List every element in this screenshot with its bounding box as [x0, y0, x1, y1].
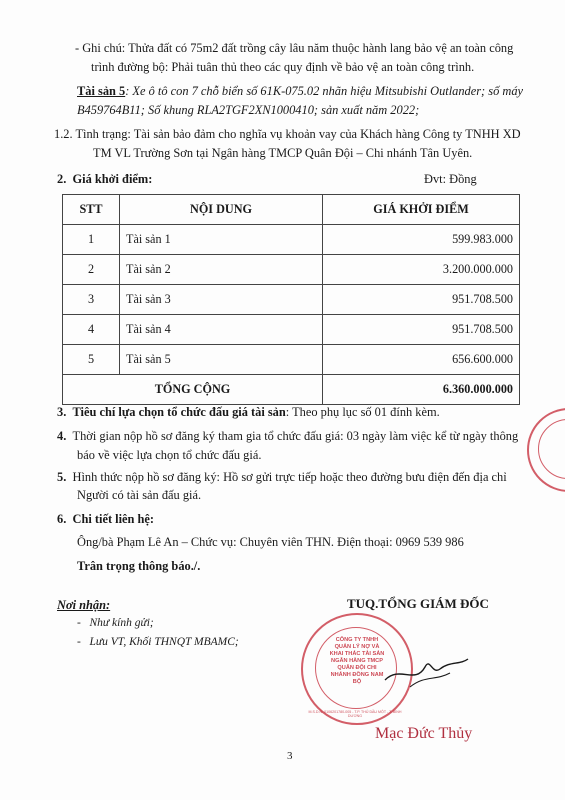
row-stt: 1: [63, 225, 120, 255]
section6-heading: [57, 512, 154, 527]
row-name: Tài sản 4: [120, 315, 323, 345]
row-name: Tài sản 1: [120, 225, 323, 255]
table-header-row: [63, 195, 520, 225]
table-total-row: [63, 375, 520, 405]
table-row: [63, 315, 520, 345]
recipients-title: Nơi nhận:: [57, 598, 111, 612]
header-stt: STT: [63, 195, 120, 225]
note-line-2: trình đường bộ: Phải tuân thủ theo các quy định về bảo vệ an toàn công trình.: [91, 60, 475, 74]
recipient-item: [77, 617, 154, 629]
note-line-1: - Ghi chú: Thửa đất có 75m2 đất trồng cây lâu năm thuộc hành lang bảo vệ an toàn công: [75, 41, 514, 55]
recipient-item: [77, 636, 239, 648]
row-price: 656.600.000: [323, 345, 520, 375]
row-name: Tài sản 3: [120, 285, 323, 315]
section5-number: 5.: [57, 470, 67, 484]
page-number: 3: [287, 750, 293, 762]
recipient-text: Như kính gửi;: [89, 617, 154, 629]
side-seal: [527, 408, 565, 492]
section2-title: Giá khởi điểm:: [72, 172, 153, 186]
asset5-desc-line-1: [77, 84, 523, 99]
section3-text: : Theo phụ lục số 01 đính kèm.: [285, 405, 440, 419]
table-row: [63, 225, 520, 255]
signer-name: Mạc Đức Thủy: [375, 725, 473, 742]
header-price: GIÁ KHỞI ĐIỂM: [323, 195, 520, 225]
section4-number: 4.: [57, 429, 67, 443]
section5-line-1: [57, 470, 507, 485]
total-value: 6.360.000.000: [323, 375, 520, 405]
total-label: TỔNG CỘNG: [63, 375, 323, 405]
asset5-label: Tài sản 5: [77, 84, 126, 98]
row-price: 951.708.500: [323, 285, 520, 315]
asset5-desc: : Xe ô tô con 7 chỗ biển số 61K-075.02 nhãn hiệu Mitsubishi Outlander; số máy: [125, 84, 524, 98]
status-line-1: 1.2. Tình trạng: Tài sản bảo đảm cho nghĩa vụ khoản vay của Khách hàng Công ty TNHH XD: [54, 127, 521, 141]
section3-title: Tiêu chí lựa chọn tổ chức đấu giá tài sản: [72, 405, 286, 419]
row-name: Tài sản 5: [120, 345, 323, 375]
row-stt: 4: [63, 315, 120, 345]
row-stt: 3: [63, 285, 120, 315]
seal-company-text: CÔNG TY TNHH QUẢN LÝ NỢ VÀ KHAI THÁC TÀI SẢN NGÂN HÀNG TMCP QUÂN ĐỘI CHI NHÁNH ĐỒNG NAM BỘ: [329, 637, 385, 685]
signer-title: TUQ.TỔNG GIÁM ĐỐC: [347, 596, 489, 611]
starting-price-table: [62, 194, 520, 405]
table-row: [63, 345, 520, 375]
dash: -: [77, 617, 90, 629]
currency-unit: Đvt: Đồng: [424, 172, 477, 186]
section2-number: 2.: [57, 172, 67, 186]
recipient-text: Lưu VT, Khối THNQT MBAMC;: [89, 636, 239, 648]
section2-heading: [57, 172, 152, 187]
asset5-desc-line-2: B459764B11; Số khung RLA2TGF2XN1000410; sản xuất năm 2022;: [77, 103, 420, 117]
section6-number: 6.: [57, 512, 67, 526]
header-content: NỘI DUNG: [120, 195, 323, 225]
dash: -: [77, 636, 90, 648]
section4-text: Thời gian nộp hồ sơ đăng ký tham gia tổ chức đấu giá: 03 ngày làm việc kể từ ngày thông: [72, 429, 519, 443]
side-seal-inner-ring: [538, 419, 565, 479]
row-price: 3.200.000.000: [323, 255, 520, 285]
status-line-2: TM VL Trường Sơn tại Ngân hàng TMCP Quân Đội – Chi nhánh Tân Uyên.: [93, 146, 473, 160]
section5-line-2: Người có tài sản đấu giá.: [77, 488, 202, 502]
closing-line: Trân trọng thông báo./.: [77, 559, 201, 573]
row-price: 951.708.500: [323, 315, 520, 345]
section4-line-1: [57, 429, 518, 444]
row-name: Tài sản 2: [120, 255, 323, 285]
section6-title: Chi tiết liên hệ:: [72, 512, 155, 526]
row-price: 599.983.000: [323, 225, 520, 255]
seal-ring-text: M.S.D.N: 0106201780-005 - T.P. THỦ DẦU MỘT - T. BÌNH DƯƠNG: [308, 710, 402, 718]
section3-number: 3.: [57, 405, 67, 419]
table-row: [63, 255, 520, 285]
signature-icon: [380, 645, 470, 695]
row-stt: 5: [63, 345, 120, 375]
row-stt: 2: [63, 255, 120, 285]
section4-line-2: báo về việc lựa chọn tổ chức đấu giá.: [77, 448, 262, 462]
table-row: [63, 285, 520, 315]
contact-line: Ông/bà Phạm Lê An – Chức vụ: Chuyên viên THN. Điện thoại: 0969 539 986: [77, 535, 464, 549]
section3: [57, 405, 440, 420]
section5-text: Hình thức nộp hồ sơ đăng ký: Hồ sơ gửi trực tiếp hoặc theo đường bưu điện đến địa chỉ: [72, 470, 507, 484]
